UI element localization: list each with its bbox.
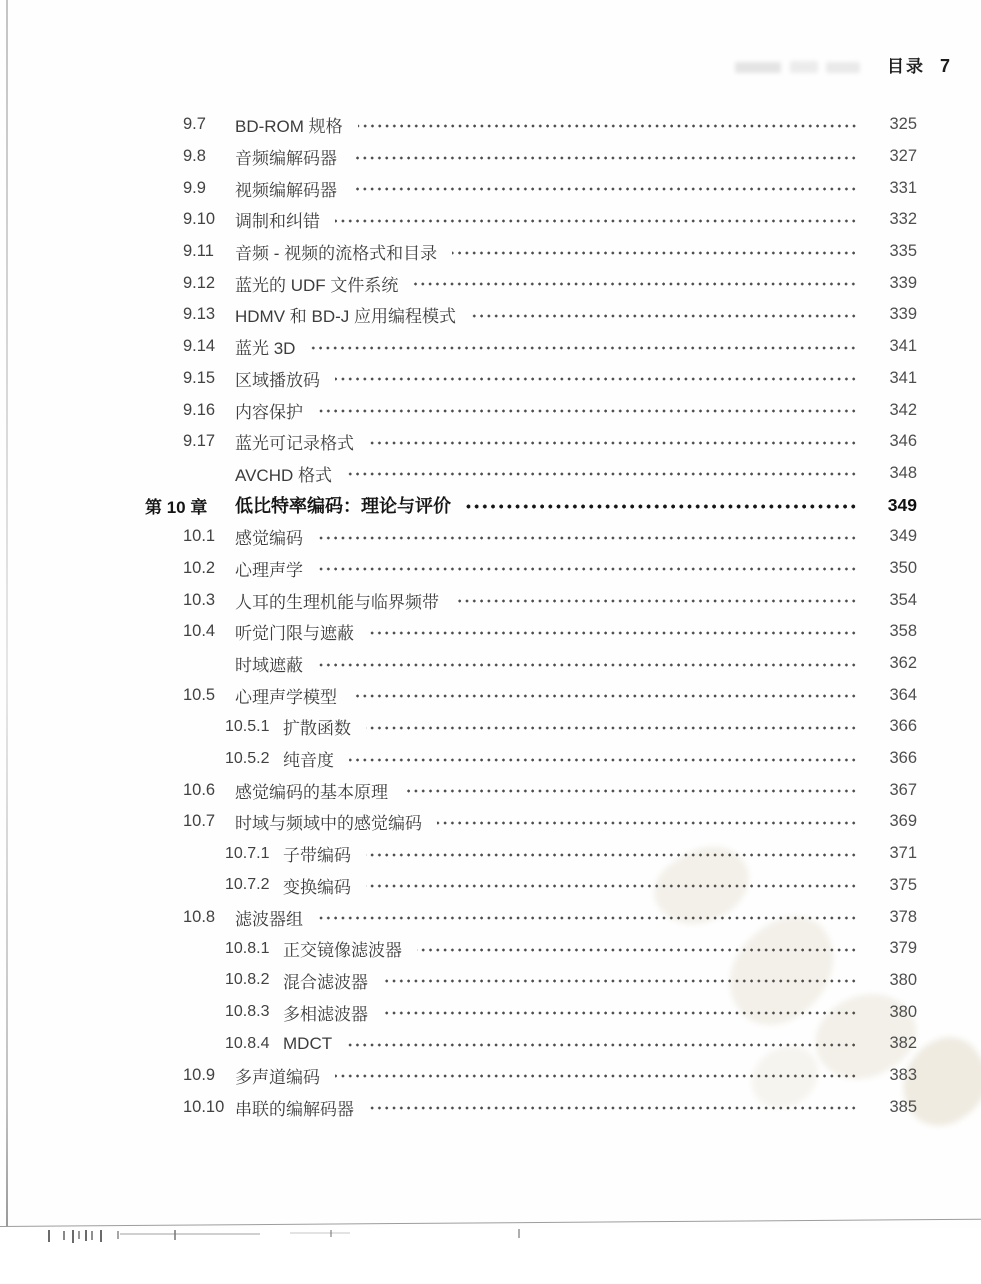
toc-row	[145, 267, 917, 299]
toc-entry-title: 多声道编码	[235, 1067, 320, 1087]
toc-entry-title: 听觉门限与遮蔽	[235, 624, 354, 644]
toc-entry-number: 9.13	[183, 305, 216, 324]
toc-row	[145, 711, 917, 743]
toc-entry-page: 378	[889, 907, 917, 926]
toc-chapter-row	[145, 489, 917, 521]
toc-entry-page: 383	[889, 1065, 917, 1084]
toc-list	[145, 109, 917, 1123]
toc-entry-number: 10.7	[183, 812, 216, 831]
toc-entry-number: 9.9	[183, 178, 206, 197]
dot-leader	[369, 1105, 858, 1111]
dot-leader	[352, 186, 858, 192]
toc-entry-title: BD-ROM 规格	[235, 117, 343, 137]
toc-entry-number: 9.14	[183, 337, 216, 356]
toc-entry-title: 混合滤波器	[283, 972, 368, 992]
toc-entry-number: 10.9	[183, 1065, 216, 1084]
toc-row	[145, 743, 917, 775]
toc-entry-number: 10.8.4	[225, 1034, 270, 1052]
toc-entry-title: 蓝光 3D	[235, 339, 296, 359]
header-title: 目录	[886, 57, 925, 76]
toc-entry-title: 心理声学	[235, 560, 303, 580]
scan-smear	[290, 1232, 350, 1234]
toc-row	[145, 1028, 917, 1060]
scan-tick-mark	[518, 1229, 520, 1238]
toc-entry-title: 视频编解码器	[235, 180, 337, 200]
toc-entry-page: 335	[889, 242, 917, 261]
toc-entry-title: 时域与频域中的感觉编码	[235, 814, 422, 834]
toc-entry-title: 调制和纠错	[235, 212, 320, 232]
toc-entry-title: 音频 - 视频的流格式和目录	[235, 244, 438, 264]
toc-row	[145, 363, 917, 395]
toc-entry-number: 10.8	[183, 907, 216, 926]
toc-entry-page: 362	[889, 654, 917, 673]
toc-row	[145, 584, 917, 616]
page-header	[887, 52, 950, 77]
scan-tick-mark	[100, 1230, 102, 1242]
toc-entry-title: 区域播放码	[235, 370, 320, 390]
dot-leader	[417, 947, 858, 953]
toc-entry-title: AVCHD 格式	[235, 465, 332, 485]
toc-entry-title: 人耳的生理机能与临界频带	[235, 592, 439, 612]
dot-leader	[452, 250, 858, 256]
toc-entry-number: 10.7.1	[225, 844, 270, 862]
toc-entry-title: 蓝光可记录格式	[235, 434, 354, 454]
toc-entry-page: 341	[889, 368, 917, 387]
dot-leader	[318, 535, 858, 541]
dot-leader	[466, 503, 858, 510]
toc-entry-page: 346	[889, 432, 917, 451]
toc-entry-page: 354	[889, 590, 917, 609]
dot-leader	[366, 852, 858, 858]
page-left-edge-line	[6, 0, 8, 1227]
toc-row	[145, 965, 917, 997]
toc-entry-title: 感觉编码的基本原理	[235, 782, 388, 802]
dot-leader	[454, 598, 858, 604]
scan-tick-mark	[91, 1231, 93, 1240]
dot-leader	[471, 313, 858, 319]
toc-row	[145, 299, 917, 331]
dot-leader	[352, 693, 858, 699]
toc-row	[145, 109, 917, 141]
toc-entry-title: 心理声学模型	[235, 687, 337, 707]
toc-entry-number: 10.1	[183, 527, 216, 546]
toc-row	[145, 1060, 917, 1092]
scan-tick-mark	[72, 1230, 74, 1243]
toc-entry-number: 10.8.3	[225, 1003, 270, 1021]
toc-entry-number: 9.17	[183, 432, 216, 451]
scan-tick-mark	[85, 1230, 87, 1241]
toc-entry-page: 339	[889, 273, 917, 292]
dot-leader	[318, 408, 858, 414]
toc-row	[145, 870, 917, 902]
toc-row	[145, 553, 917, 585]
toc-entry-page: 339	[889, 305, 917, 324]
dot-leader	[310, 345, 858, 351]
toc-entry-number: 9.7	[183, 115, 206, 134]
toc-row	[145, 331, 917, 363]
dot-leader	[366, 725, 858, 731]
toc-entry-title: 纯音度	[283, 751, 334, 771]
toc-entry-number: 10.8.1	[225, 939, 270, 957]
toc-entry-title: 多相滤波器	[283, 1004, 368, 1024]
toc-entry-page: 366	[889, 749, 917, 768]
dot-leader	[437, 820, 858, 826]
toc-entry-title: 音频编解码器	[235, 149, 337, 169]
dot-leader	[383, 1010, 858, 1016]
toc-entry-page: 367	[889, 780, 917, 799]
toc-entry-number: 9.8	[183, 147, 206, 166]
dot-leader	[318, 915, 858, 921]
toc-row	[145, 996, 917, 1028]
toc-entry-page: 364	[889, 685, 917, 704]
dot-leader	[349, 757, 858, 763]
toc-row	[145, 806, 917, 838]
toc-entry-title: 变换编码	[283, 877, 351, 897]
scan-smear	[120, 1233, 260, 1235]
dot-leader	[383, 978, 858, 984]
toc-entry-page: 382	[889, 1034, 917, 1053]
scan-tick-mark	[78, 1231, 80, 1239]
toc-row	[145, 774, 917, 806]
toc-row	[145, 426, 917, 458]
bleed-through-artifact	[826, 62, 860, 73]
toc-entry-page: 327	[889, 147, 917, 166]
toc-entry-page: 342	[889, 400, 917, 419]
toc-entry-title: 滤波器组	[235, 909, 303, 929]
toc-entry-page: 369	[889, 812, 917, 831]
toc-entry-number: 9.15	[183, 368, 216, 387]
toc-entry-page: 380	[889, 970, 917, 989]
toc-entry-title: 串联的编解码器	[235, 1099, 354, 1119]
toc-entry-page: 379	[889, 939, 917, 958]
toc-entry-page: 349	[887, 494, 917, 515]
toc-entry-title: 时域遮蔽	[235, 656, 303, 676]
dot-leader	[318, 566, 858, 572]
dot-leader	[352, 155, 858, 161]
dot-leader	[369, 630, 858, 636]
toc-entry-title: MDCT	[283, 1033, 333, 1053]
toc-entry-number: 9.16	[183, 400, 216, 419]
dot-leader	[347, 1042, 858, 1048]
toc-entry-number: 9.11	[183, 242, 214, 261]
page-bottom-area	[0, 1228, 981, 1284]
dot-leader	[369, 440, 858, 446]
toc-entry-number: 10.2	[183, 558, 216, 577]
toc-row	[145, 141, 917, 173]
toc-entry-number: 10.4	[183, 622, 216, 641]
toc-entry-page: 325	[889, 115, 917, 134]
toc-entry-page: 385	[889, 1097, 917, 1116]
toc-row	[145, 1091, 917, 1123]
toc-entry-title: 内容保护	[235, 402, 303, 422]
toc-entry-title: 子带编码	[283, 846, 351, 866]
toc-row	[145, 901, 917, 933]
toc-entry-page: 371	[889, 844, 917, 863]
scan-tick-mark	[117, 1231, 119, 1239]
dot-leader	[335, 376, 858, 382]
toc-entry-number: 9.10	[183, 210, 216, 229]
toc-row	[145, 838, 917, 870]
toc-entry-page: 366	[889, 717, 917, 736]
toc-entry-number: 10.5	[183, 685, 216, 704]
toc-entry-page: 358	[889, 622, 917, 641]
toc-entry-page: 331	[889, 178, 917, 197]
toc-row	[145, 172, 917, 204]
toc-entry-page: 332	[889, 210, 917, 229]
toc-entry-number: 10.8.2	[225, 971, 270, 989]
page-bottom-edge-line	[0, 1219, 981, 1227]
toc-entry-title: 蓝光的 UDF 文件系统	[235, 275, 399, 295]
toc-row	[145, 679, 917, 711]
toc-entry-title: 正交镜像滤波器	[283, 941, 402, 961]
toc-entry-number: 10.5.1	[225, 717, 270, 735]
toc-entry-number: 9.12	[183, 273, 216, 292]
dot-leader	[358, 123, 858, 129]
dot-leader	[403, 788, 858, 794]
toc-entry-page: 341	[889, 337, 917, 356]
toc-entry-page: 375	[889, 875, 917, 894]
toc-entry-title: HDMV 和 BD-J 应用编程模式	[235, 307, 456, 327]
toc-entry-title: 扩散函数	[283, 719, 351, 739]
toc-entry-number: 10.10	[183, 1097, 225, 1116]
toc-row	[145, 933, 917, 965]
toc-row	[145, 616, 917, 648]
toc-entry-page: 348	[889, 463, 917, 482]
dot-leader	[413, 281, 858, 287]
header-page-number: 7	[939, 56, 950, 76]
toc-entry-title: 感觉编码	[235, 529, 303, 549]
bleed-through-artifact	[735, 62, 781, 73]
dot-leader	[335, 218, 858, 224]
scan-tick-mark	[174, 1230, 176, 1240]
dot-leader	[335, 1073, 858, 1079]
toc-entry-page: 350	[889, 558, 917, 577]
toc-row	[145, 648, 917, 680]
toc-row	[145, 204, 917, 236]
toc-entry-number: 10.3	[183, 590, 216, 609]
toc-row	[145, 394, 917, 426]
dot-leader	[347, 471, 858, 477]
toc-entry-number: 第 10 章	[145, 497, 208, 517]
toc-entry-number: 10.6	[183, 780, 216, 799]
toc-entry-number: 10.7.2	[225, 876, 270, 894]
bleed-through-artifact	[790, 61, 818, 73]
toc-entry-page: 349	[889, 527, 917, 546]
dot-leader	[318, 662, 858, 668]
toc-entry-page: 380	[889, 1002, 917, 1021]
scan-tick-mark	[63, 1231, 65, 1240]
scan-tick-mark	[48, 1230, 50, 1242]
toc-row	[145, 458, 917, 490]
toc-row	[145, 236, 917, 268]
dot-leader	[366, 883, 858, 889]
toc-entry-number: 10.5.2	[225, 749, 270, 767]
toc-entry-title: 低比特率编码：理论与评价	[235, 496, 451, 517]
toc-row	[145, 521, 917, 553]
